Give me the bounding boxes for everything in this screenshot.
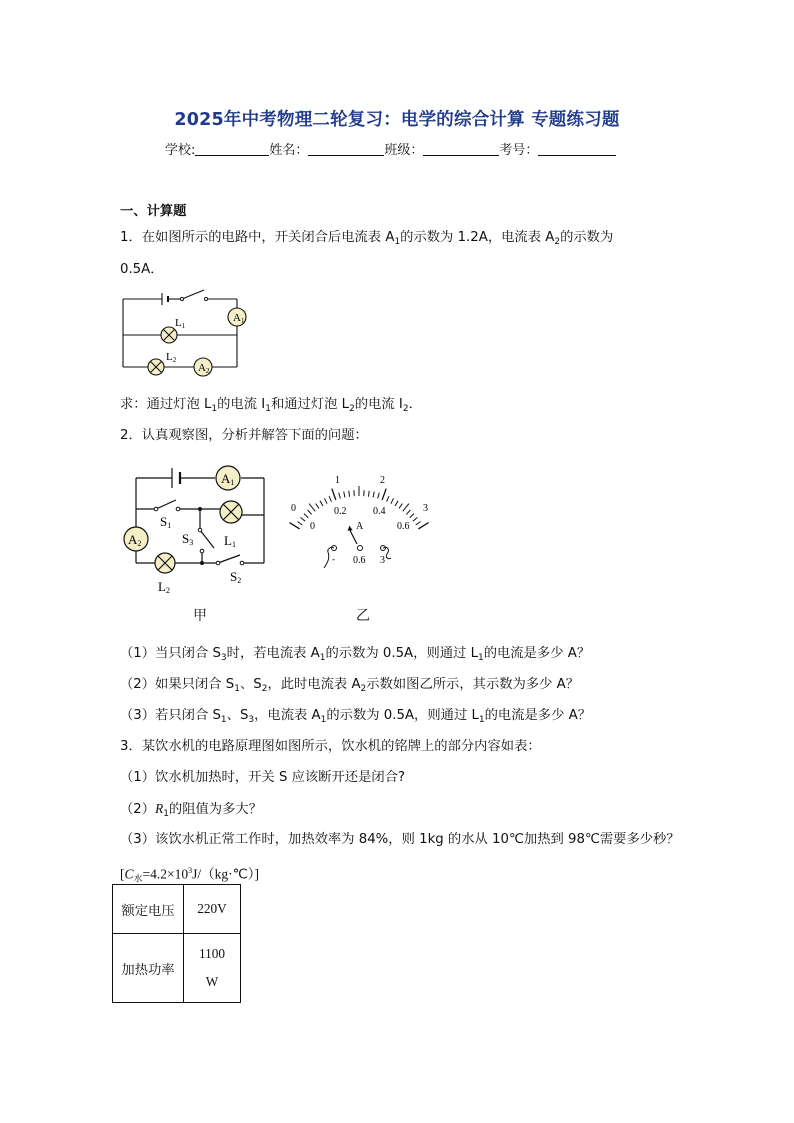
q3-part1: （1）饮水机加热时，开关 S 应该断开还是闭合? [120,770,406,785]
dial-tick [399,504,402,509]
table-cell-label: 加热功率 [113,934,184,1003]
switch-pivot [180,297,183,300]
class-label: 班级： [384,143,424,158]
svg-text:L2: L2 [166,351,177,364]
dial-tick [378,493,380,499]
dial-tick [309,504,315,512]
q3-part3: （3）该饮水机正常工作时，加热效率为 84%，则 1kg 的水从 10℃加热到 98℃需要多少秒？ [120,832,680,847]
dial-tick [395,501,398,506]
q2-stem: 2．认真观察图，分析并解答下面的问题： [120,428,368,443]
svg-text:L2: L2 [158,579,170,595]
dial-tick [332,489,336,500]
table-cell-value-line: W [205,974,219,989]
q3-constant: $[C_水=4.2\times 10^3J/(kg\cdot℃)]$ [120,866,260,885]
q3-stem: 3．某饮水机的电路原理图如图所示，饮水机的铭牌上的部分内容如表： [120,739,541,754]
q2-ammeter-dial-yi [284,466,434,576]
dial-tick [344,492,345,498]
q2-part2: （2）如果只闭合 $S_1$、$S_2$，此时电流表 $A_2$示数如图乙所示，其示数为多少 A？ [120,677,580,694]
table-row [113,885,241,934]
q2-circuit-diagram-jia [118,456,278,601]
switch-contact [204,297,207,300]
class-blank[interactable] [423,141,499,156]
lamp-l2 [155,553,175,595]
terminal-06-label: 0.6 [353,555,366,566]
dial-tick [382,489,386,500]
ammeter-a2 [194,358,212,376]
nameplate-table [112,884,241,1003]
dial-tick [391,498,394,503]
name-label: 姓名： [269,143,309,158]
dial-tick [413,517,418,521]
dial-tick [324,498,327,503]
dial-tick [387,496,389,502]
switch-s1-label: S1 [160,514,172,530]
outer-tick-2: 2 [380,475,385,486]
svg-text:L1: L1 [224,533,236,549]
dial-tick [297,521,302,525]
dial-tick [406,510,410,514]
figure-label-yi: 乙 [356,608,370,624]
q1-stem-line2: 0.5A． [120,262,164,277]
table-cell-value: 220V [184,885,241,934]
q1-stem-line1 [120,229,613,251]
dial-unit: A [356,521,364,532]
lamp-l1 [161,317,186,343]
q1-sub: 1 [394,237,401,247]
svg-text:L1: L1 [175,317,186,330]
figure-label-jia: 甲 [193,608,207,624]
exam-no-label: 考号： [499,143,539,158]
inner-tick-06: 0.6 [397,521,410,532]
dial-tick [289,523,299,529]
q3-part2: $(2)R_1$的阻值为多大？ [120,801,262,819]
exam-no-blank[interactable] [538,141,616,156]
lamp-l1 [220,501,242,549]
page-title: 2025年中考物理二轮复习：电学的综合计算 专题练习题 [174,110,620,130]
svg-text:A2: A2 [128,532,142,548]
q1-text: 的示数为 1.2A，电流表 A [400,230,555,245]
dial-tick [410,514,414,518]
dial-tick [304,514,308,518]
dial-tick [373,492,374,498]
school-blank[interactable] [195,141,269,156]
ammeter-a1 [216,466,240,490]
dial-tick [418,523,428,529]
lamp-l2 [148,351,177,375]
table-cell-value-line: 1100 [198,946,226,961]
section-heading: 一、计算题 [120,204,187,219]
svg-text:A1: A1 [233,312,245,325]
dial-tick [316,504,319,509]
dial-tick [349,491,350,497]
inner-tick-04: 0.4 [373,506,386,517]
dial-tick [329,496,331,502]
q1-sub: 2 [554,237,561,247]
svg-text:A2: A2 [198,362,210,375]
switch-blade [182,290,204,299]
inner-tick-02: 0.2 [334,506,347,517]
q2-part1: （1）当只闭合 $S_3$时，若电流表 $A_1$的示数为 0.5A，则通过 $L_1$的电流是多少 A？ [120,646,591,663]
switch-s3-label: S3 [182,531,194,547]
q1-question: 求：通过灯泡 $L_1$的电流 $I_1$和通过灯泡 $L_2$的电流 $I_2$． [120,397,422,414]
terminal-3-label: 3 [380,555,385,566]
inner-tick-0: 0 [310,521,315,532]
dial-tick [308,510,312,514]
table-cell-value [184,934,241,1003]
outer-tick-3: 3 [423,503,428,514]
dial-tick [416,521,421,525]
dial-needle [350,531,357,544]
needle-arrowhead [348,526,353,531]
name-blank[interactable] [308,141,384,156]
table-row [113,934,241,1003]
q1-circuit-diagram [112,284,257,384]
switch-s2-label: S2 [230,569,242,585]
dial-tick [403,504,409,512]
dial-tick [368,491,369,497]
dial-tick [301,517,306,521]
terminal-neg-label: - [332,554,335,564]
dial-tick [339,493,341,499]
school-label: 学校: [165,143,196,158]
svg-text:A1: A1 [221,471,235,487]
q1-text: 1．在如图所示的电路中，开关闭合后电流表 A [120,230,395,245]
table-cell-label: 额定电压 [113,885,184,934]
student-info-line [165,139,616,158]
ammeter-a1 [228,308,246,326]
outer-tick-1: 1 [335,475,340,486]
dial-tick [320,501,323,506]
outer-tick-0: 0 [291,503,296,514]
q1-text: 的示数为 [560,230,614,245]
terminal-06 [358,546,363,551]
q2-part3: （3）若只闭合 $S_1$、$S_3$，电流表 $A_1$的示数为 0.5A，则通过 $L_1$的电流是多少 A？ [120,708,592,725]
ammeter-a2 [124,527,148,551]
